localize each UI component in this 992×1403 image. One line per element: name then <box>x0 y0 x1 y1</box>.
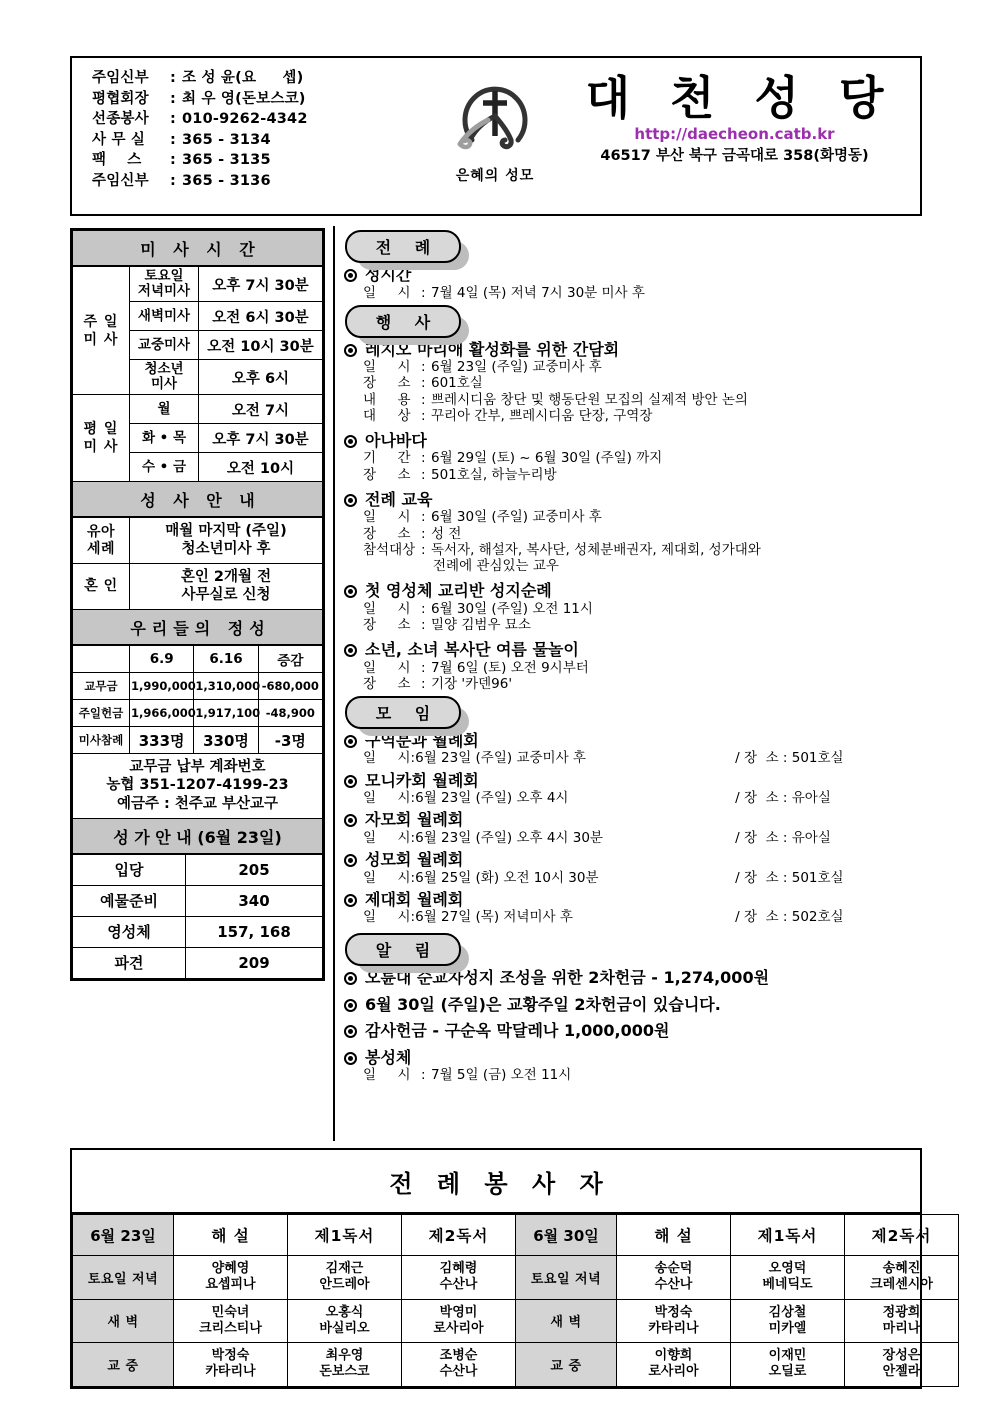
contact-label: 사 무 실 <box>92 131 146 148</box>
table-row <box>73 646 323 673</box>
server-name-cell: 김혜령 수산나 <box>402 1256 516 1300</box>
bullet-icon <box>344 644 357 657</box>
server-name-cell: 정광희 마리나 <box>845 1299 959 1343</box>
offering-heading: 우리들의 정성 <box>72 610 323 645</box>
offering-table <box>72 645 323 754</box>
mass-group-label: 주 일 미 사 <box>73 267 130 395</box>
meeting-when: 6월 23일 (주일) 교중미사 후 <box>415 750 586 767</box>
detail-value: 밀양 김범우 묘소 <box>431 616 531 633</box>
table-row <box>73 673 323 700</box>
events-section-pill: 행 사 <box>345 305 461 338</box>
offering-diff: -3명 <box>258 727 322 754</box>
offering-column-header: 6.9 <box>130 646 194 673</box>
server-name-cell: 박영미 로사리아 <box>402 1299 516 1343</box>
table-row <box>73 1215 959 1256</box>
contact-row: 평협회장 : 최 우 영(돈보스코) <box>92 89 308 110</box>
header-box <box>70 56 922 216</box>
meeting-place: / 장 소 : 유아실 <box>735 829 831 846</box>
server-name-cell: 오영덕 베네딕도 <box>731 1256 845 1300</box>
bullet-icon <box>344 814 357 827</box>
offering-value-2: 1,917,100 <box>194 700 258 727</box>
item-title: 성시간 <box>343 265 923 285</box>
detail-line: 장 소 : 성 전 <box>363 525 462 542</box>
contact-label: 주임신부 <box>92 70 149 86</box>
detail-line: 전례에 관심있는 교우 <box>433 557 559 574</box>
detail-label: 일 시 <box>363 359 411 376</box>
sacraments-table <box>72 517 323 610</box>
contact-value: 365 - 3134 <box>182 131 271 148</box>
detail-label: 장 소 <box>363 525 411 542</box>
meeting-place: / 장 소 : 502호실 <box>735 909 844 926</box>
detail-label: 일 시 <box>363 509 411 526</box>
meeting-when: 6월 25일 (화) 오전 10시 30분 <box>415 869 599 886</box>
meeting-item <box>343 731 923 767</box>
mass-time-value: 오전 6시 30분 <box>199 302 323 331</box>
table-row <box>73 1256 959 1300</box>
servers-time-label: 새 벽 <box>73 1299 174 1343</box>
meeting-item <box>343 771 923 807</box>
server-name-cell: 조병순 수산나 <box>402 1343 516 1387</box>
detail-label: 일 시 <box>363 659 411 676</box>
detail-label: 일 시 <box>363 750 411 767</box>
meeting-place: / 장 소 : 501호실 <box>735 869 844 886</box>
meeting-place: / 장 소 : 유아실 <box>735 790 831 807</box>
detail-value: 7월 4일 (목) 저녁 7시 30분 미사 후 <box>431 284 645 301</box>
item-title: 오륜대 순교자성지 조성을 위한 2차헌금 - 1,274,000원 <box>343 968 923 988</box>
detail-line: 내 용 : 쁘레시디움 창단 및 행동단원 모집의 실제적 방안 논의 <box>363 391 748 408</box>
meeting-place: / 장 소 : 501호실 <box>735 750 844 767</box>
hymn-label: 파견 <box>73 947 186 978</box>
offering-value-2: 330명 <box>194 727 258 754</box>
bulletin-item <box>343 640 923 692</box>
server-name-cell: 민숙녀 크리스티나 <box>174 1299 288 1343</box>
hymn-number: 209 <box>186 947 323 978</box>
table-row <box>73 700 323 727</box>
servers-title: 전 례 봉 사 자 <box>72 1150 920 1214</box>
meeting-title: 자모회 월례회 <box>343 810 923 830</box>
meeting-title: 성모회 월례회 <box>343 850 923 870</box>
contact-value: 최 우 영(돈보스코) <box>182 90 306 107</box>
detail-value: 6월 23일 (주일) 교중미사 후 <box>431 359 602 376</box>
church-name: 대 천 성 당 <box>585 71 896 125</box>
servers-header: 제2독서 <box>845 1215 959 1256</box>
mass-day-label: 토요일 저녁미사 <box>130 267 199 302</box>
meeting-when: 6월 23일 (주일) 오후 4시 30분 <box>415 829 603 846</box>
meeting-detail: 일 시:6월 27일 (목) 저녁미사 후 / 장 소 : 502호실 <box>363 909 844 926</box>
account-info <box>72 754 323 819</box>
mass-schedule-heading: 미 사 시 간 <box>72 230 323 266</box>
servers-header: 제1독서 <box>288 1215 402 1256</box>
server-name-cell: 김재근 안드레아 <box>288 1256 402 1300</box>
mass-day-label: 청소년 미사 <box>130 360 199 395</box>
hymn-number: 205 <box>186 854 323 885</box>
detail-label: 장 소 <box>363 675 411 692</box>
server-name-cell: 김상철 미카엘 <box>731 1299 845 1343</box>
servers-header: 제2독서 <box>402 1215 516 1256</box>
detail-line: 장 소 : 밀양 김범우 묘소 <box>363 616 531 633</box>
servers-time-label: 토요일 저녁 <box>73 1256 174 1300</box>
contact-label: 주임신부 <box>92 172 149 189</box>
item-title: 전례 교육 <box>343 490 923 510</box>
meetings-section-pill: 모 임 <box>345 696 461 729</box>
item-title: 봉성체 <box>343 1048 923 1068</box>
sacrament-label: 혼 인 <box>73 564 130 610</box>
contact-value: 365 - 3135 <box>182 152 271 169</box>
table-row <box>73 518 323 564</box>
servers-time-label: 새 벽 <box>516 1299 617 1343</box>
contact-row: 팩 스 : 365 - 3135 <box>92 150 308 171</box>
right-column <box>333 226 923 1141</box>
meeting-detail: 일 시:6월 25일 (화) 오전 10시 30분 / 장 소 : 501호실 <box>363 869 844 886</box>
account-line-2: 농협 351-1207-4199-23 <box>106 777 289 794</box>
sacraments-heading: 성 사 안 내 <box>72 482 323 517</box>
hymn-label: 영성체 <box>73 916 186 947</box>
grace-madonna-logo-icon <box>452 78 538 160</box>
detail-line: 일 시 : 6월 30일 (주일) 오전 11시 <box>363 600 593 617</box>
server-name-cell: 송순덕 수산나 <box>617 1256 731 1300</box>
table-row <box>73 395 323 424</box>
account-line-3: 예금주 : 천주교 부산교구 <box>116 795 278 812</box>
bullet-icon <box>344 435 357 448</box>
detail-line: 대 상 : 꾸리아 간부, 쁘레시디움 단장, 구역장 <box>363 407 653 424</box>
detail-label: 일 시 <box>363 284 411 301</box>
detail-line: 참석대상 : 독서자, 해설자, 복사단, 성체분배권자, 제대회, 성가대와 <box>363 541 761 558</box>
bulletin-item <box>343 995 923 1015</box>
hymn-label: 입당 <box>73 854 186 885</box>
left-column <box>70 228 325 981</box>
offering-diff: -680,000 <box>258 673 322 700</box>
mass-time-value: 오전 10시 <box>199 453 323 482</box>
detail-line: 일 시 : 7월 6일 (토) 오전 9시부터 <box>363 659 589 676</box>
offering-column-header: 증감 <box>258 646 322 673</box>
contact-value: 365 - 3136 <box>182 172 271 189</box>
server-name-cell: 이재민 오딜로 <box>731 1343 845 1387</box>
bullet-icon <box>344 972 357 985</box>
bulletin-item <box>343 1048 923 1084</box>
bulletin-item <box>343 340 923 424</box>
bulletin-item <box>343 490 923 574</box>
hymn-number: 340 <box>186 885 323 916</box>
detail-label: 일 시 <box>363 600 411 617</box>
detail-line: 일 시 : 6월 30일 (주일) 교중미사 후 <box>363 509 602 526</box>
item-title: 첫 영성체 교리반 성지순례 <box>343 581 923 601</box>
mass-schedule-table <box>72 266 323 482</box>
bullet-icon <box>344 269 357 282</box>
detail-label: 대 상 <box>363 407 411 424</box>
offering-row-label: 주일헌금 <box>73 700 130 727</box>
servers-time-label: 토요일 저녁 <box>516 1256 617 1300</box>
bullet-icon <box>344 585 357 598</box>
meeting-detail: 일 시:6월 23일 (주일) 오후 4시 30분 / 장 소 : 유아실 <box>363 829 831 846</box>
bullet-icon <box>344 735 357 748</box>
meeting-item <box>343 890 923 926</box>
contact-row: 사 무 실 : 365 - 3134 <box>92 130 308 151</box>
detail-label: 장 소 <box>363 616 411 633</box>
detail-line: 장 소 : 601호실 <box>363 375 483 392</box>
detail-line: 일 시 : 6월 23일 (주일) 교중미사 후 <box>363 359 602 376</box>
servers-time-label: 교 중 <box>73 1343 174 1387</box>
detail-value: 6월 30일 (주일) 교중미사 후 <box>431 509 602 526</box>
table-row <box>73 564 323 610</box>
server-name-cell: 장성은 안젤라 <box>845 1343 959 1387</box>
detail-label: 일 시 <box>363 790 411 807</box>
detail-label: 참석대상 <box>363 541 416 558</box>
meeting-when: 6월 23일 (주일) 오후 4시 <box>415 790 569 807</box>
bulletin-item <box>343 581 923 633</box>
detail-label: 장 소 <box>363 466 411 483</box>
bullet-icon <box>344 775 357 788</box>
meeting-title: 제대회 월례회 <box>343 890 923 910</box>
offering-value-1: 333명 <box>130 727 194 754</box>
detail-value: 꾸리아 간부, 쁘레시디움 단장, 구역장 <box>431 407 653 424</box>
logo-caption: 은혜의 성모 <box>455 168 535 184</box>
sacrament-value: 매월 마지막 (주일) 청소년미사 후 <box>130 518 323 564</box>
church-url[interactable]: http://daecheon.catb.kr <box>634 124 835 143</box>
church-logo <box>420 78 570 185</box>
bullet-icon <box>344 1052 357 1065</box>
meeting-title: 구역분과 월례회 <box>343 731 923 751</box>
detail-value: 7월 5일 (금) 오전 11시 <box>431 1067 572 1084</box>
detail-label: 장 소 <box>363 375 411 392</box>
table-row <box>73 916 323 947</box>
detail-line: 장 소 : 501호실, 하늘누리방 <box>363 466 557 483</box>
bullet-icon <box>344 894 357 907</box>
bullet-icon <box>344 854 357 867</box>
mass-day-label: 화 • 목 <box>130 424 199 453</box>
servers-header: 해 설 <box>174 1215 288 1256</box>
mass-group-label: 평 일 미 사 <box>73 395 130 482</box>
servers-header: 제1독서 <box>731 1215 845 1256</box>
servers-header: 해 설 <box>617 1215 731 1256</box>
detail-label: 기 간 <box>363 450 411 467</box>
meeting-detail: 일 시:6월 23일 (주일) 오후 4시 / 장 소 : 유아실 <box>363 790 831 807</box>
detail-line: 장 소 : 기장 '카덴96' <box>363 675 513 692</box>
meeting-when: 6월 27일 (목) 저녁미사 후 <box>415 909 573 926</box>
meeting-detail: 일 시:6월 23일 (주일) 교중미사 후 / 장 소 : 501호실 <box>363 750 844 767</box>
item-title: 감사헌금 - 구순옥 막달레나 1,000,000원 <box>343 1021 923 1041</box>
servers-time-label: 교 중 <box>516 1343 617 1387</box>
server-name-cell: 양혜영 요셉피나 <box>174 1256 288 1300</box>
detail-label: 일 시 <box>363 1067 411 1084</box>
church-address: 46517 부산 북구 금곡대로 358(화명동) <box>600 147 869 164</box>
table-row <box>73 1343 959 1387</box>
bulletin-item <box>343 265 923 301</box>
mass-time-value: 오전 10시 30분 <box>199 331 323 360</box>
liturgy-section-pill: 전 례 <box>345 230 461 263</box>
table-row <box>73 1299 959 1343</box>
mass-time-value: 오후 6시 <box>199 360 323 395</box>
item-title: 아나바다 <box>343 431 923 451</box>
item-title: 소년, 소녀 복사단 여름 물놀이 <box>343 640 923 660</box>
detail-line: 일 시 : 7월 4일 (목) 저녁 7시 30분 미사 후 <box>363 284 645 301</box>
detail-label: 일 시 <box>363 909 411 926</box>
table-row <box>73 854 323 885</box>
mass-time-value: 오전 7시 <box>199 395 323 424</box>
offering-row-label: 미사참례 <box>73 727 130 754</box>
server-name-cell: 이향희 로사리아 <box>617 1343 731 1387</box>
offering-value-1: 1,966,000 <box>130 700 194 727</box>
contact-label: 평협회장 <box>92 90 149 107</box>
meeting-item <box>343 810 923 846</box>
contact-label: 선종봉사 <box>92 111 149 128</box>
detail-value: 7월 6일 (토) 오전 9시부터 <box>431 659 589 676</box>
hymns-table <box>72 854 323 979</box>
detail-label: 일 시 <box>363 869 411 886</box>
mass-day-label: 교중미사 <box>130 331 199 360</box>
meeting-item <box>343 850 923 886</box>
detail-value: 쁘레시디움 창단 및 행동단원 모집의 실제적 방안 논의 <box>431 391 748 408</box>
account-line-1: 교무금 납부 계좌번호 <box>129 759 266 775</box>
bullet-icon <box>344 344 357 357</box>
table-row <box>73 947 323 978</box>
bulletin-item <box>343 1021 923 1041</box>
server-name-cell: 송혜진 크레센시아 <box>845 1256 959 1300</box>
mass-time-value: 오후 7시 30분 <box>199 424 323 453</box>
mass-day-label: 새벽미사 <box>130 302 199 331</box>
liturgical-servers-box <box>70 1148 933 1389</box>
server-name-cell: 오홍식 바실리오 <box>288 1299 402 1343</box>
item-title: 6월 30일 (주일)은 교황주일 2차헌금이 있습니다. <box>343 995 923 1015</box>
offering-column-header <box>73 646 130 673</box>
table-row <box>73 267 323 302</box>
mass-day-label: 수 • 금 <box>130 453 199 482</box>
offering-value-2: 1,310,000 <box>194 673 258 700</box>
notices-section-pill: 알 림 <box>345 933 461 966</box>
servers-table <box>72 1214 959 1387</box>
hymns-heading: 성 가 안 내 (6월 23일) <box>72 819 323 854</box>
servers-header: 6월 30일 <box>516 1215 617 1256</box>
detail-label: 일 시 <box>363 829 411 846</box>
detail-label: 내 용 <box>363 391 411 408</box>
servers-header: 6월 23일 <box>73 1215 174 1256</box>
offering-column-header: 6.16 <box>194 646 258 673</box>
bullet-icon <box>344 999 357 1012</box>
table-row <box>73 727 323 754</box>
mass-time-value: 오후 7시 30분 <box>199 267 323 302</box>
contact-value: 조 성 윤(요 셉) <box>182 70 304 86</box>
mass-day-label: 월 <box>130 395 199 424</box>
hymn-label: 예물준비 <box>73 885 186 916</box>
meeting-title: 모니카회 월례회 <box>343 771 923 791</box>
detail-value: 601호실 <box>431 375 483 392</box>
detail-value: 독서자, 해설자, 복사단, 성체분배권자, 제대회, 성가대와 <box>431 541 761 558</box>
detail-line: 기 간 : 6월 29일 (토) ~ 6월 30일 (주일) 까지 <box>363 450 663 467</box>
bullet-icon <box>344 1025 357 1038</box>
contact-value: 010-9262-4342 <box>182 111 308 128</box>
detail-value: 성 전 <box>431 525 462 542</box>
contact-label: 팩 스 <box>92 152 142 169</box>
detail-value: 501호실, 하늘누리방 <box>431 466 557 483</box>
offering-value-1: 1,990,000 <box>130 673 194 700</box>
hymn-number: 157, 168 <box>186 916 323 947</box>
contact-row: 주임신부 : 365 - 3136 <box>92 171 308 192</box>
detail-value: 6월 30일 (주일) 오전 11시 <box>431 600 593 617</box>
contact-block <box>92 68 308 191</box>
detail-value: 기장 '카덴96' <box>431 675 513 692</box>
server-name-cell: 박정숙 카타리나 <box>617 1299 731 1343</box>
bulletin-item <box>343 431 923 483</box>
contact-row: 선종봉사 : 010-9262-4342 <box>92 109 308 130</box>
title-wrap <box>562 71 907 165</box>
table-row <box>73 885 323 916</box>
detail-value: 6월 29일 (토) ~ 6월 30일 (주일) 까지 <box>431 450 663 467</box>
server-name-cell: 최우영 돈보스코 <box>288 1343 402 1387</box>
sacrament-value: 혼인 2개월 전 사무실로 신청 <box>130 564 323 610</box>
offering-row-label: 교무금 <box>73 673 130 700</box>
sacrament-label: 유아 세례 <box>73 518 130 564</box>
offering-diff: -48,900 <box>258 700 322 727</box>
server-name-cell: 박정숙 카타리나 <box>174 1343 288 1387</box>
item-title: 레지오 마리애 활성화를 위한 간담회 <box>343 340 923 360</box>
contact-row: 주임신부 : 조 성 윤(요 셉) <box>92 68 308 89</box>
bullet-icon <box>344 494 357 507</box>
detail-line: 일 시 : 7월 5일 (금) 오전 11시 <box>363 1067 572 1084</box>
